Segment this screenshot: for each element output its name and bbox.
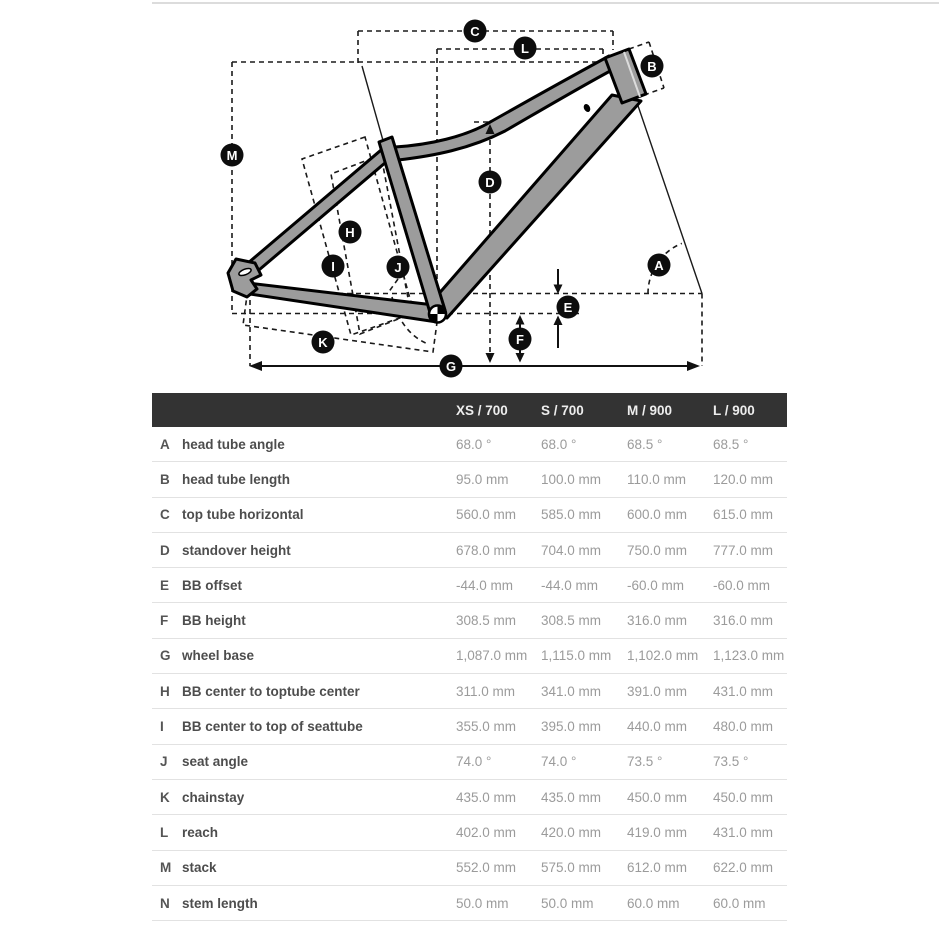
column-header: S / 700 — [541, 402, 584, 418]
geometry-table — [152, 393, 787, 921]
row-name: top tube horizontal — [182, 507, 304, 523]
row-value: 60.0 mm — [627, 895, 680, 911]
label-J — [387, 256, 410, 279]
table-row — [152, 815, 787, 850]
seat-stay — [241, 145, 392, 281]
row-letter: L — [160, 824, 169, 840]
row-value: 1,087.0 mm — [456, 648, 528, 664]
row-value: 435.0 mm — [541, 789, 602, 805]
svg-text:F: F — [516, 331, 524, 347]
row-name: standover height — [182, 542, 291, 558]
row-letter: A — [160, 436, 170, 452]
row-value: 391.0 mm — [627, 683, 688, 699]
row-value: 575.0 mm — [541, 860, 602, 876]
chain-stay — [248, 283, 437, 322]
row-value: 704.0 mm — [541, 542, 602, 558]
row-value: 560.0 mm — [456, 507, 517, 523]
row-value: 68.0 ° — [541, 436, 577, 452]
table-row — [152, 851, 787, 886]
column-header: L / 900 — [713, 402, 755, 418]
row-value: 73.5 ° — [713, 754, 749, 770]
svg-text:E: E — [563, 299, 573, 315]
row-value: -60.0 mm — [627, 577, 685, 593]
table-row — [152, 674, 787, 709]
row-letter: M — [160, 860, 172, 876]
row-value: 74.0 ° — [456, 754, 492, 770]
svg-text:M: M — [226, 147, 238, 163]
row-letter: J — [160, 754, 168, 770]
row-value: 777.0 mm — [713, 542, 774, 558]
seat-tube — [379, 137, 445, 316]
row-name: stem length — [182, 895, 258, 911]
row-value: 1,123.0 mm — [713, 648, 785, 664]
row-letter: N — [160, 895, 170, 911]
table-row — [152, 603, 787, 638]
frame-geometry-diagram — [0, 0, 939, 392]
row-letter: K — [160, 789, 170, 805]
label-H — [339, 221, 362, 244]
row-name: reach — [182, 824, 219, 840]
row-letter: G — [160, 648, 171, 664]
row-value: 110.0 mm — [627, 471, 687, 487]
table-row — [152, 639, 787, 674]
row-letter: E — [160, 577, 170, 593]
table-row — [152, 745, 787, 780]
row-name: BB offset — [182, 577, 242, 593]
row-value: 308.5 mm — [541, 613, 602, 629]
row-value: 68.5 ° — [713, 436, 749, 452]
down-tube — [429, 95, 641, 318]
row-name: BB height — [182, 613, 246, 629]
label-L — [514, 37, 537, 60]
svg-text:C: C — [470, 23, 480, 39]
row-value: 480.0 mm — [713, 719, 774, 735]
label-G — [440, 355, 463, 378]
row-name: head tube length — [182, 471, 290, 487]
row-value: 402.0 mm — [456, 824, 517, 840]
row-letter: D — [160, 542, 170, 558]
row-value: 600.0 mm — [627, 507, 688, 523]
row-name: seat angle — [182, 754, 249, 770]
row-value: 585.0 mm — [541, 507, 602, 523]
row-value: 355.0 mm — [456, 719, 517, 735]
row-value: 450.0 mm — [627, 789, 688, 805]
row-letter: C — [160, 507, 170, 523]
row-value: -44.0 mm — [541, 577, 599, 593]
row-value: 60.0 mm — [713, 895, 766, 911]
row-value: 1,102.0 mm — [627, 648, 699, 664]
row-value: 311.0 mm — [456, 683, 516, 699]
row-value: 750.0 mm — [627, 542, 688, 558]
row-value: 316.0 mm — [713, 613, 774, 629]
row-value: 68.0 ° — [456, 436, 492, 452]
row-value: 622.0 mm — [713, 860, 774, 876]
row-letter: H — [160, 683, 170, 699]
row-value: 420.0 mm — [541, 824, 602, 840]
row-value: 1,115.0 mm — [541, 648, 612, 664]
label-E — [557, 296, 580, 319]
label-K — [312, 331, 335, 354]
row-value: 308.5 mm — [456, 613, 517, 629]
svg-text:G: G — [445, 358, 457, 374]
table-row — [152, 709, 787, 744]
row-value: 74.0 ° — [541, 754, 577, 770]
svg-text:J: J — [394, 259, 402, 275]
row-letter: F — [160, 613, 169, 629]
row-value: 431.0 mm — [713, 824, 774, 840]
row-letter: I — [160, 719, 164, 735]
row-value: 431.0 mm — [713, 683, 774, 699]
row-value: 612.0 mm — [627, 860, 688, 876]
table-row — [152, 462, 787, 497]
column-header: M / 900 — [627, 402, 673, 418]
row-name: wheel base — [182, 648, 255, 664]
row-value: 395.0 mm — [541, 719, 602, 735]
table-row — [152, 533, 787, 568]
svg-text:K: K — [318, 334, 328, 350]
row-value: 50.0 mm — [541, 895, 594, 911]
row-letter: B — [160, 471, 170, 487]
row-value: 120.0 mm — [713, 471, 774, 487]
row-value: 100.0 mm — [541, 471, 602, 487]
table-body — [152, 427, 787, 921]
row-name: BB center to top of seattube — [182, 719, 363, 735]
row-name: chainstay — [182, 789, 245, 805]
row-name: head tube angle — [182, 436, 285, 452]
row-value: -60.0 mm — [713, 577, 771, 593]
label-M — [221, 144, 244, 167]
svg-text:I: I — [331, 258, 335, 274]
label-B — [641, 55, 664, 78]
row-value: 615.0 mm — [713, 507, 774, 523]
row-value: 316.0 mm — [627, 613, 688, 629]
row-value: 678.0 mm — [456, 542, 517, 558]
row-name: stack — [182, 860, 217, 876]
row-value: 435.0 mm — [456, 789, 517, 805]
svg-text:B: B — [647, 58, 657, 74]
row-value: 552.0 mm — [456, 860, 517, 876]
table-row — [152, 498, 787, 533]
label-A — [648, 254, 671, 277]
table-row — [152, 427, 787, 462]
rear-dropout — [228, 259, 261, 297]
label-D — [479, 171, 502, 194]
row-value: 450.0 mm — [713, 789, 774, 805]
row-value: 419.0 mm — [627, 824, 688, 840]
cable-hole — [582, 103, 591, 113]
label-I — [322, 255, 345, 278]
column-header: XS / 700 — [456, 402, 508, 418]
row-value: 95.0 mm — [456, 471, 509, 487]
label-C — [464, 20, 487, 43]
table-row — [152, 886, 787, 921]
svg-text:D: D — [485, 174, 495, 190]
row-value: 440.0 mm — [627, 719, 688, 735]
svg-text:L: L — [521, 40, 529, 56]
table-header — [152, 393, 787, 427]
table-row — [152, 780, 787, 815]
label-F — [509, 328, 532, 351]
row-value: 50.0 mm — [456, 895, 509, 911]
row-name: BB center to toptube center — [182, 683, 360, 699]
row-value: 341.0 mm — [541, 683, 602, 699]
svg-text:H: H — [345, 224, 355, 240]
table-row — [152, 568, 787, 603]
row-value: -44.0 mm — [456, 577, 514, 593]
svg-text:A: A — [654, 257, 664, 273]
row-value: 73.5 ° — [627, 754, 663, 770]
row-value: 68.5 ° — [627, 436, 663, 452]
